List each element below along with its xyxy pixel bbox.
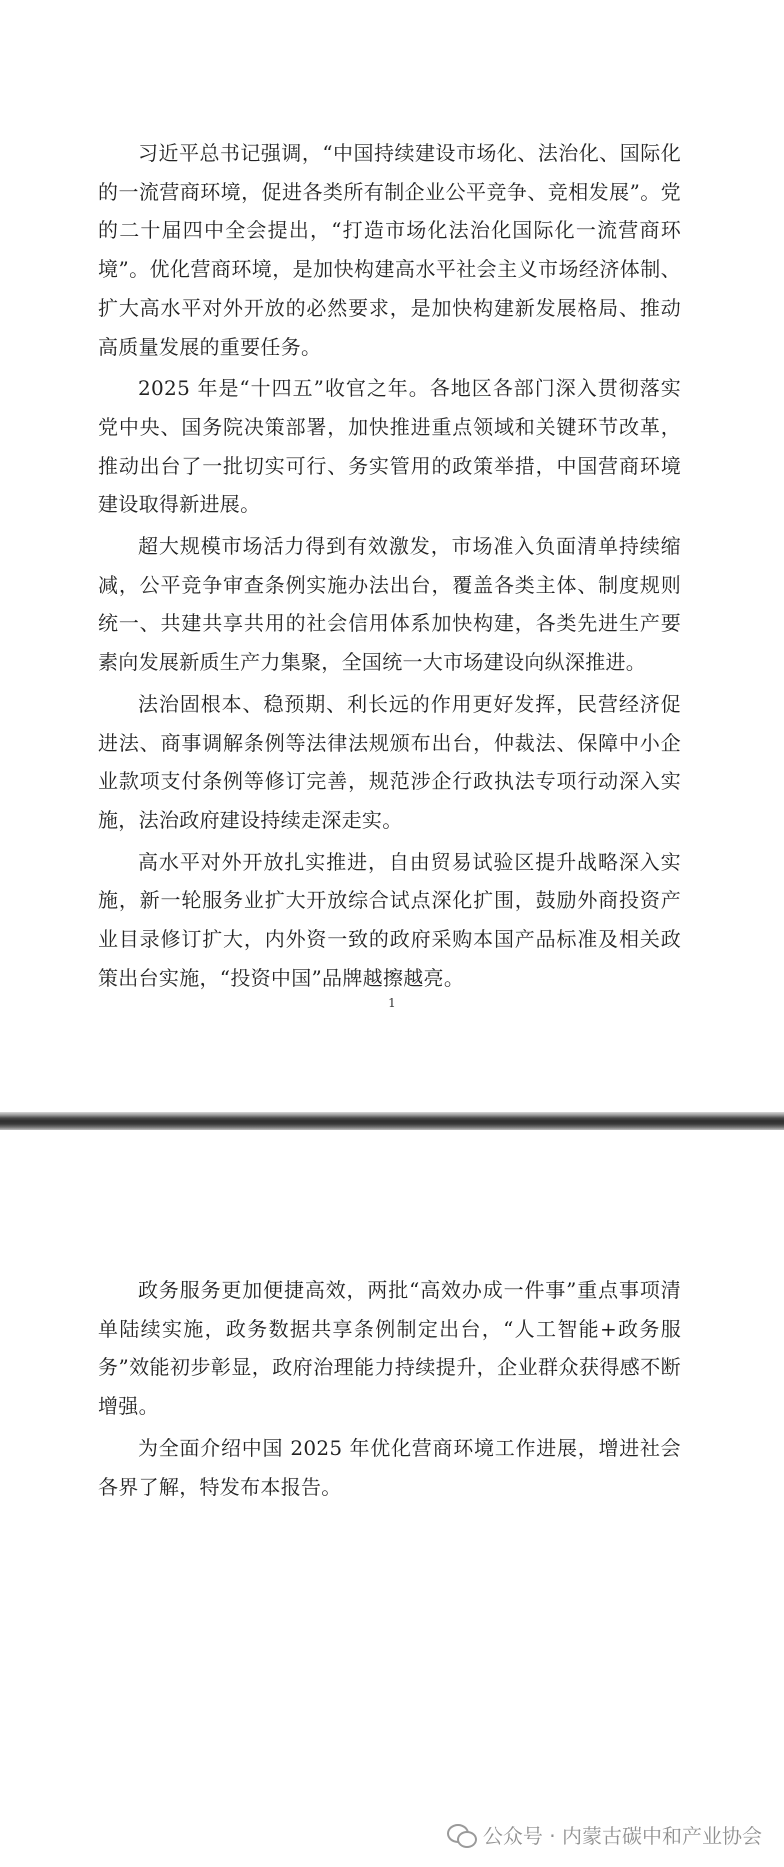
- paragraph: 法治固根本、稳预期、利长远的作用更好发挥，民营经济促进法、商事调解条例等法律法规颁布出台，仲裁法、保障中小企业款项支付条例等修订完善，规范涉企行政执法专项行动深入实施，法治政府建设持续走深走实。: [98, 691, 681, 832]
- paragraph: 高水平对外开放扎实推进，自由贸易试验区提升战略深入实施，新一轮服务业扩大开放综合试点深化扩围，鼓励外商投资产业目录修订扩大，内外资一致的政府采购本国产品标准及相关政策出台实施，“投资中国”品牌越擦越亮。: [98, 849, 681, 990]
- paragraph: 政务服务更加便捷高效，两批“高效办成一件事”重点事项清单陆续实施，政务数据共享条例制定出台，“人工智能+政务服务”效能初步彰显，政府治理能力持续提升，企业群众获得感不断增强。: [98, 1278, 681, 1419]
- wechat-watermark: [447, 1820, 762, 1849]
- paragraph: 2025 年是“十四五”收官之年。各地区各部门深入贯彻落实党中央、国务院决策部署，加快推进重点领域和关键环节改革，推动出台了一批切实可行、务实管用的政策举措，中国营商环境建设取得新进展。: [98, 376, 681, 517]
- page-1-body: [98, 134, 681, 997]
- page-number: 1: [388, 996, 396, 1010]
- watermark-text: 公众号 · 内蒙古碳中和产业协会: [482, 1824, 762, 1848]
- page-2-body: [98, 1271, 681, 1506]
- paragraph: 超大规模市场活力得到有效激发，市场准入负面清单持续缩减，公平竞争审查条例实施办法出台，覆盖各类主体、制度规则统一、共建共享共用的社会信用体系加快构建，各类先进生产要素向发展新质生产力集聚，全国统一大市场建设向纵深推进。: [98, 534, 681, 675]
- document-page-2: [0, 1130, 784, 1867]
- paragraph: 习近平总书记强调，“中国持续建设市场化、法治化、国际化的一流营商环境，促进各类所有制企业公平竞争、竞相发展”。党的二十届四中全会提出，“打造市场化法治化国际化一流营商环境”。优化营商环境，是加快构建高水平社会主义市场经济体制、扩大高水平对外开放的必然要求，是加快构建新发展格局、推动高质量发展的重要任务。: [98, 141, 681, 359]
- page-divider: [0, 1112, 784, 1130]
- wechat-icon: [447, 1823, 477, 1847]
- paragraph: 为全面介绍中国 2025 年优化营商环境工作进展，增进社会各界了解，特发布本报告。: [98, 1435, 681, 1499]
